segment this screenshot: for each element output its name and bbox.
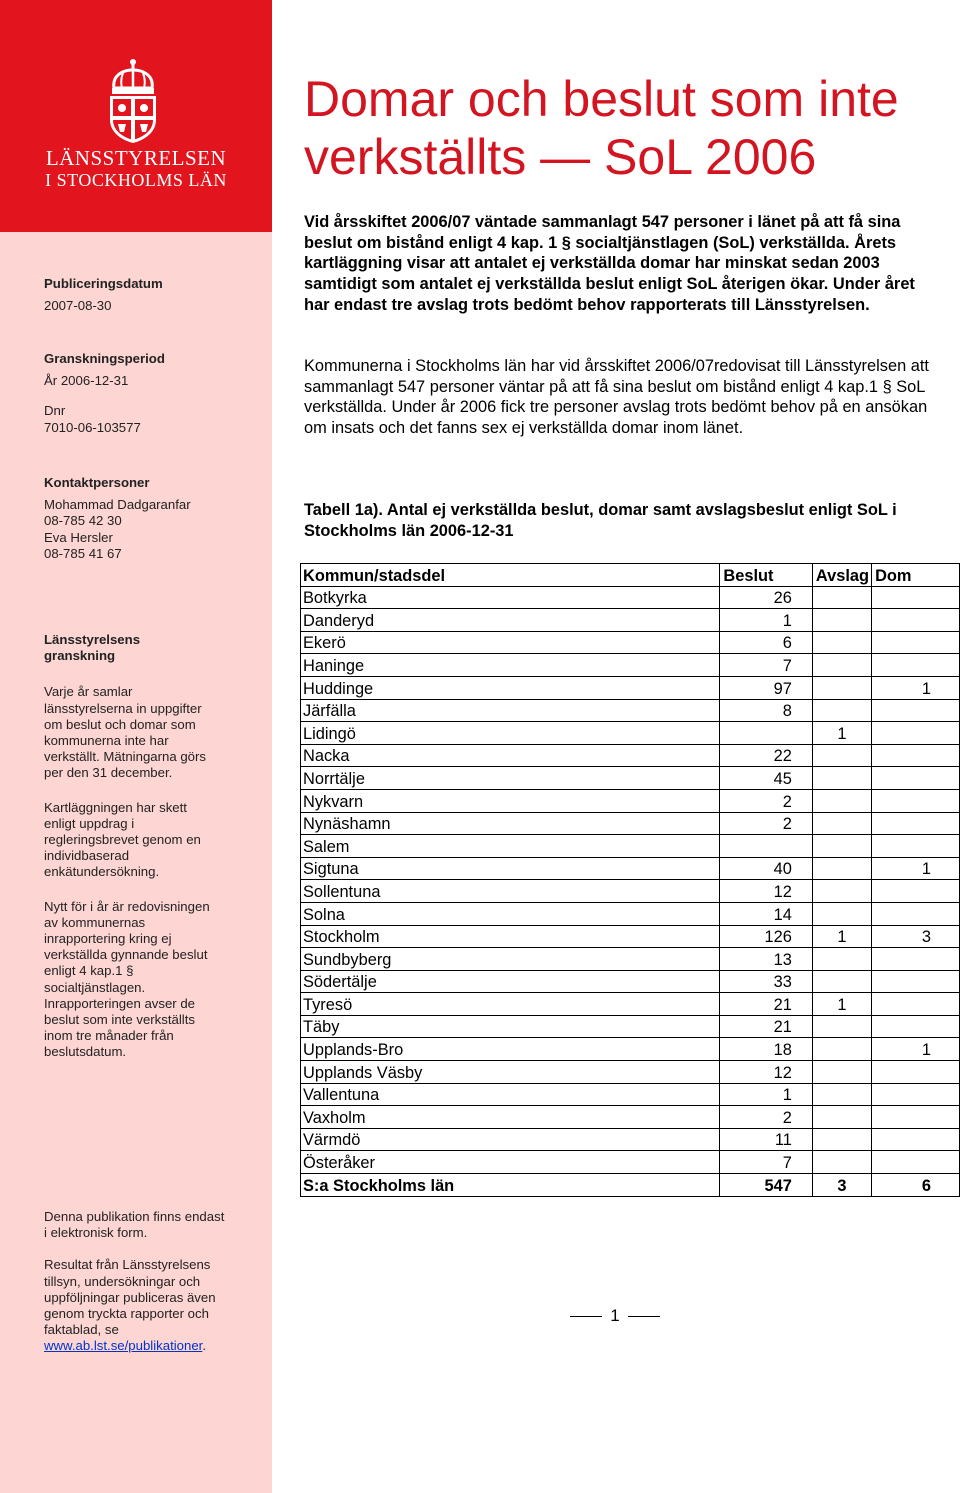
table-cell: Nykvarn <box>301 789 720 812</box>
header-cell: Dom <box>872 564 960 587</box>
publication-date-block <box>44 276 234 314</box>
table-row <box>301 654 960 677</box>
table-cell <box>872 993 960 1016</box>
table-cell <box>812 654 871 677</box>
table-row <box>301 789 960 812</box>
contact-phone: 08-785 42 30 <box>44 513 122 529</box>
review-period-value: År 2006-12-31 <box>44 373 129 389</box>
table-cell <box>812 835 871 858</box>
table-cell: Sollentuna <box>301 880 720 903</box>
table-cell: Österåker <box>301 1151 720 1174</box>
table-cell <box>872 902 960 925</box>
table-cell: 6 <box>720 631 813 654</box>
table-cell <box>872 1061 960 1084</box>
table-cell: Danderyd <box>301 609 720 632</box>
table-cell: 21 <box>720 1015 813 1038</box>
header-cell: Beslut <box>720 564 813 587</box>
header-cell: Kommun/stadsdel <box>301 564 720 587</box>
table-cell: 18 <box>720 1038 813 1061</box>
table-cell: Solna <box>301 902 720 925</box>
table-cell <box>812 880 871 903</box>
table-cell: 1 <box>812 925 871 948</box>
footer-paragraph: Denna publikation finns endast i elektronisk form. <box>44 1209 225 1241</box>
table-cell <box>812 1015 871 1038</box>
table-cell: 2 <box>720 1106 813 1129</box>
table-cell: Sigtuna <box>301 857 720 880</box>
review-paragraph: Kartläggningen har skett enligt uppdrag i regleringsbrevet genom en individbaserad enkätundersökning. <box>44 799 201 880</box>
table-cell <box>812 676 871 699</box>
table-cell: 7 <box>720 1151 813 1174</box>
table-cell <box>872 1106 960 1129</box>
table-cell <box>872 812 960 835</box>
table-cell <box>812 857 871 880</box>
table-cell <box>872 1128 960 1151</box>
header-cell: Avslag <box>812 564 871 587</box>
table-row <box>301 857 960 880</box>
table-cell: 1 <box>812 722 871 745</box>
table-cell: Stockholm <box>301 925 720 948</box>
logo <box>0 0 272 232</box>
table-cell <box>812 902 871 925</box>
contact-name: Mohammad Dadgaranfar <box>44 497 191 513</box>
table-cell <box>812 744 871 767</box>
table-cell <box>872 948 960 971</box>
table-cell <box>812 812 871 835</box>
table-cell: 12 <box>720 880 813 903</box>
table-cell <box>812 948 871 971</box>
table-cell: 3 <box>872 925 960 948</box>
table-cell: 26 <box>720 586 813 609</box>
footer-paragraph: Resultat från Länsstyrelsens tillsyn, undersökningar och uppföljningar publiceras även genom tryckta rapporter och faktablad, se <box>44 1257 216 1338</box>
table-row <box>301 586 960 609</box>
table-cell <box>812 767 871 790</box>
table-row <box>301 699 960 722</box>
table-caption: Tabell 1a). Antal ej verkställda beslut, domar samt avslagsbeslut enligt SoL i Stockholms län 2006-12-31 <box>304 501 897 540</box>
table-total-cell: 547 <box>720 1174 813 1197</box>
review-label: Länsstyrelsens granskning <box>44 632 141 664</box>
table-cell <box>812 586 871 609</box>
table-cell: Salem <box>301 835 720 858</box>
table-cell <box>812 789 871 812</box>
table-row <box>301 1106 960 1129</box>
table-cell: Vallentuna <box>301 1083 720 1106</box>
table-cell <box>872 1151 960 1174</box>
table-cell: Huddinge <box>301 676 720 699</box>
table-row <box>301 812 960 835</box>
table-cell: 2 <box>720 789 813 812</box>
contacts-label: Kontaktpersoner <box>44 475 150 490</box>
table-cell: 13 <box>720 948 813 971</box>
table-cell: 1 <box>872 676 960 699</box>
dnr-value: 7010-06-103577 <box>44 419 141 435</box>
table-cell: Ekerö <box>301 631 720 654</box>
contacts-block <box>44 475 234 562</box>
table-cell: 1 <box>812 993 871 1016</box>
table-cell: 40 <box>720 857 813 880</box>
review-block <box>44 632 220 1061</box>
crown-crest-icon <box>100 58 166 144</box>
table-row <box>301 609 960 632</box>
publications-link[interactable]: www.ab.lst.se/publikationer <box>44 1338 203 1354</box>
table-cell <box>872 654 960 677</box>
publication-date-label: Publiceringsdatum <box>44 276 163 291</box>
table-cell: Vaxholm <box>301 1106 720 1129</box>
table-total-cell: 3 <box>812 1174 871 1197</box>
page-title-line2: verkställts — SoL 2006 <box>304 129 817 185</box>
table-row <box>301 880 960 903</box>
table-cell <box>872 880 960 903</box>
review-period-label: Granskningsperiod <box>44 351 165 366</box>
table-row <box>301 1083 960 1106</box>
table-cell <box>812 1151 871 1174</box>
lead-paragraph: Vid årsskiftet 2006/07 väntade sammanlagt 547 personer i länet på att få sina beslut om bistånd enligt 4 kap. 1 § socialtjänstlagen (SoL) verkställda. Årets kartläggning visar att antalet ej verkställda domar har minskat sedan 2003 samtidigt som antalet ej verkställda beslut enligt SoL återigen ökar. Under året har endast tre avslag trots bedömt behov rapporterats till Länsstyrelsen. <box>304 213 915 314</box>
page-number <box>560 1306 670 1326</box>
table-cell <box>812 1106 871 1129</box>
table-row <box>301 722 960 745</box>
footer-block <box>44 1209 226 1355</box>
table-cell: 33 <box>720 970 813 993</box>
table-total-row <box>301 1174 960 1197</box>
table-cell <box>872 699 960 722</box>
table-cell: 8 <box>720 699 813 722</box>
table-row <box>301 631 960 654</box>
table-cell: 1 <box>872 857 960 880</box>
table-cell <box>872 631 960 654</box>
table-cell: 11 <box>720 1128 813 1151</box>
table-cell <box>872 767 960 790</box>
table-cell: Nacka <box>301 744 720 767</box>
review-paragraph: Nytt för i år är redovisningen av kommunernas inrapportering kring ej verkställda gynnande beslut enligt 4 kap.1 § socialtjänstlagen. Inrapporteringen avser de beslut som inte verkställts inom tre månader från beslutsdatum. <box>44 898 210 1060</box>
table-total-cell: 6 <box>872 1174 960 1197</box>
table-cell: Nynäshamn <box>301 812 720 835</box>
page-number-value: 1 <box>610 1306 620 1325</box>
table-cell <box>812 1061 871 1084</box>
table-row <box>301 993 960 1016</box>
table-cell <box>812 1128 871 1151</box>
table-cell <box>812 1083 871 1106</box>
table-row <box>301 1038 960 1061</box>
table-row <box>301 676 960 699</box>
table-cell: 12 <box>720 1061 813 1084</box>
review-paragraph: Varje år samlar länsstyrelserna in uppgifter om beslut och domar som kommunerna inte har verkställt. Mätningarna görs per den 31 december. <box>44 684 206 781</box>
table-cell: 126 <box>720 925 813 948</box>
table-cell: Järfälla <box>301 699 720 722</box>
table-cell <box>812 1038 871 1061</box>
contact-phone: 08-785 41 67 <box>44 545 122 561</box>
table-cell: 14 <box>720 902 813 925</box>
table-cell <box>872 789 960 812</box>
table-cell <box>872 744 960 767</box>
table-row <box>301 902 960 925</box>
table-row <box>301 925 960 948</box>
table-cell <box>812 699 871 722</box>
table-cell: Täby <box>301 1015 720 1038</box>
table-cell: 22 <box>720 744 813 767</box>
table-row <box>301 948 960 971</box>
table-row <box>301 1128 960 1151</box>
page-title-line1: Domar och beslut som inte <box>304 71 899 127</box>
table-cell: Tyresö <box>301 993 720 1016</box>
table-cell: 21 <box>720 993 813 1016</box>
table-cell <box>872 586 960 609</box>
body-paragraph: Kommunerna i Stockholms län har vid årsskiftet 2006/07redovisat till Länsstyrelsen att sammanlagt 547 personer väntar på att få sina beslut om bistånd enligt 4 kap.1 § SoL verkställda. Under år 2006 fick tre personer avslag trots bedömt behov på en ansökan om insats och det fanns sex ej verkställda domar inom länet. <box>304 357 929 438</box>
publication-date-value: 2007-08-30 <box>44 298 112 314</box>
table-row <box>301 970 960 993</box>
table-cell <box>812 609 871 632</box>
table-cell <box>872 1083 960 1106</box>
data-table <box>300 563 960 1197</box>
table-cell <box>812 631 871 654</box>
table-cell <box>872 609 960 632</box>
table-cell: 97 <box>720 676 813 699</box>
table-cell: Värmdö <box>301 1128 720 1151</box>
table-cell <box>812 970 871 993</box>
table-row <box>301 835 960 858</box>
table-cell: Upplands Väsby <box>301 1061 720 1084</box>
table-row <box>301 1015 960 1038</box>
table-cell: Lidingö <box>301 722 720 745</box>
table-cell: 1 <box>720 1083 813 1106</box>
contact-name: Eva Hersler <box>44 529 113 545</box>
table-row <box>301 744 960 767</box>
table-cell: 45 <box>720 767 813 790</box>
logo-text-line2: I STOCKHOLMS LÄN <box>45 170 227 190</box>
table-cell: Upplands-Bro <box>301 1038 720 1061</box>
table-cell: Södertälje <box>301 970 720 993</box>
review-period-block <box>44 351 234 436</box>
footer-period: . <box>202 1338 207 1354</box>
table-cell <box>872 835 960 858</box>
table-cell: Botkyrka <box>301 586 720 609</box>
table-cell <box>720 835 813 858</box>
table-cell: 1 <box>720 609 813 632</box>
sidebar <box>0 0 272 1493</box>
table-cell <box>872 1015 960 1038</box>
page-title <box>304 70 944 186</box>
table-cell: Haninge <box>301 654 720 677</box>
table-cell: 2 <box>720 812 813 835</box>
table-row <box>301 767 960 790</box>
table-cell <box>872 722 960 745</box>
table-row <box>301 1061 960 1084</box>
table-cell: 7 <box>720 654 813 677</box>
table-cell: Sundbyberg <box>301 948 720 971</box>
table-cell <box>720 722 813 745</box>
table-total-cell: S:a Stockholms län <box>301 1174 720 1197</box>
table-cell: Norrtälje <box>301 767 720 790</box>
logo-text-line1: LÄNSSTYRELSEN <box>45 146 227 170</box>
table-header-row <box>301 564 960 587</box>
table-row <box>301 1151 960 1174</box>
table-cell <box>872 970 960 993</box>
table-body <box>301 586 960 1196</box>
table-cell: 1 <box>872 1038 960 1061</box>
dnr-label: Dnr <box>44 403 66 419</box>
